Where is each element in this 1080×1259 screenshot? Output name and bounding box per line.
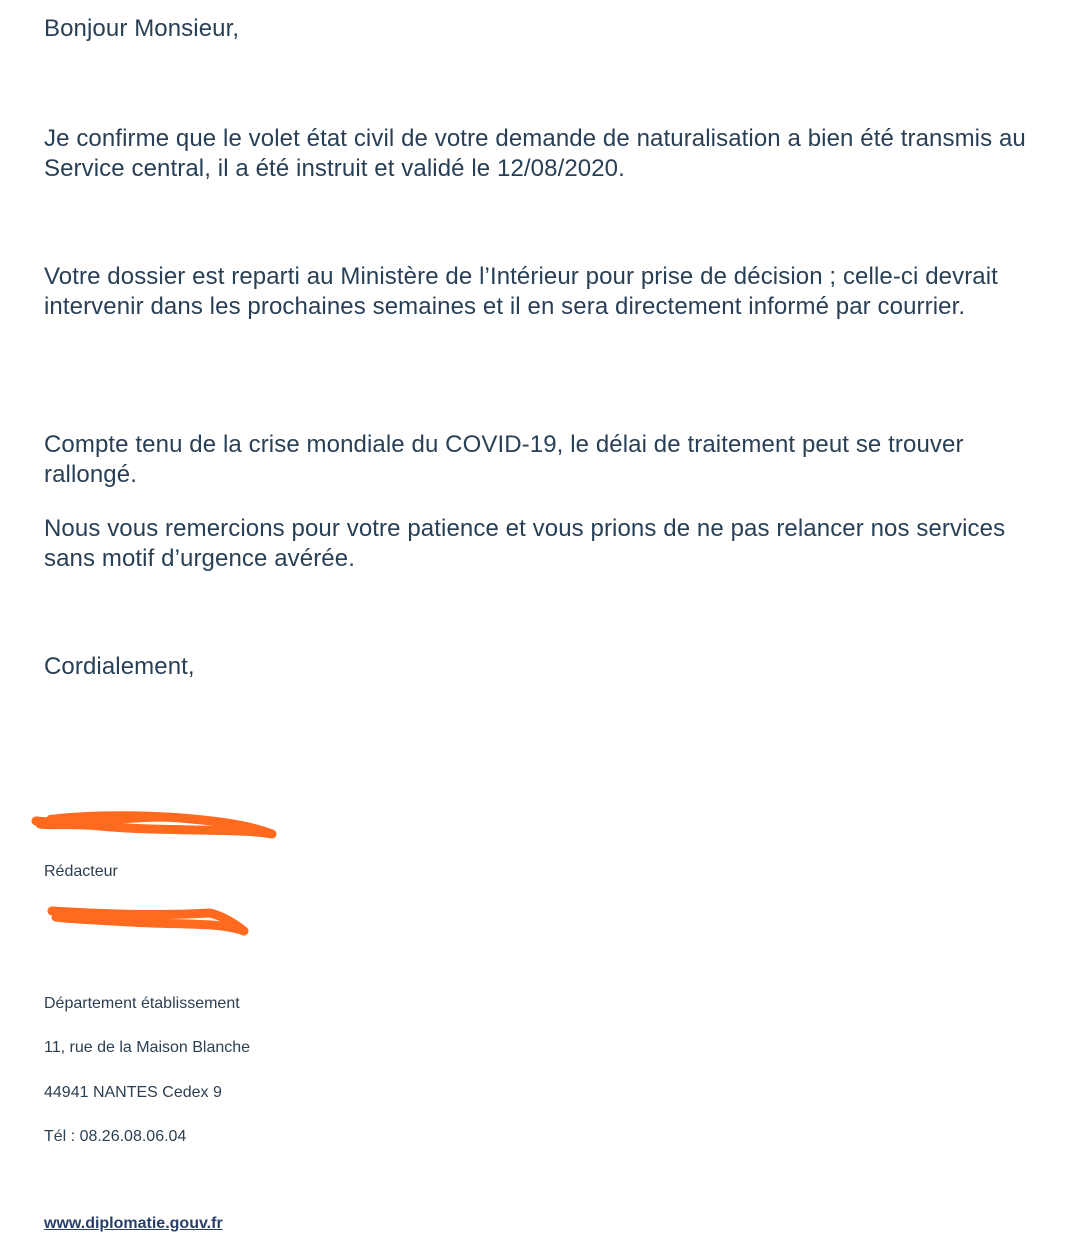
service-name-redacted [44, 906, 56, 926]
paragraph-confirmation: Je confirme que le volet état civil de votre demande de naturalisation a bien été transmis au Service central, il a été instruit et validé le 12/08/2020. [44, 125, 1026, 182]
paragraph-patience: Nous vous remercions pour votre patience et vous prions de ne pas relancer nos services sans motif d’urgence avérée. [44, 515, 1006, 572]
redaction-stroke-name-2 [50, 814, 230, 822]
paragraph-ministry: Votre dossier est reparti au Ministère de l’Intérieur pour prise de décision ; celle-ci devrait intervenir dans les prochaines semaines et il en sera directement informé par courrier. [44, 263, 998, 320]
paragraph-covid: Compte tenu de la crise mondiale du COVID-19, le délai de traitement peut se trouver rallongé. [44, 431, 964, 488]
address-city: 44941 NANTES Cedex 9 [44, 1084, 222, 1101]
address-street: 11, rue de la Maison Blanche [44, 1039, 251, 1056]
redaction-stroke-service-2 [60, 916, 214, 926]
closing: Cordialement, [44, 653, 195, 680]
greeting: Bonjour Monsieur, [44, 15, 240, 42]
redaction-stroke-name [36, 817, 272, 834]
website-link[interactable]: www.diplomatie.gouv.fr [44, 1215, 223, 1232]
signatory-role: Rédacteur [44, 863, 118, 880]
redaction-stroke-service [52, 911, 244, 931]
department: Département établissement [44, 995, 240, 1012]
phone: Tél : 08.26.08.06.04 [44, 1128, 187, 1145]
